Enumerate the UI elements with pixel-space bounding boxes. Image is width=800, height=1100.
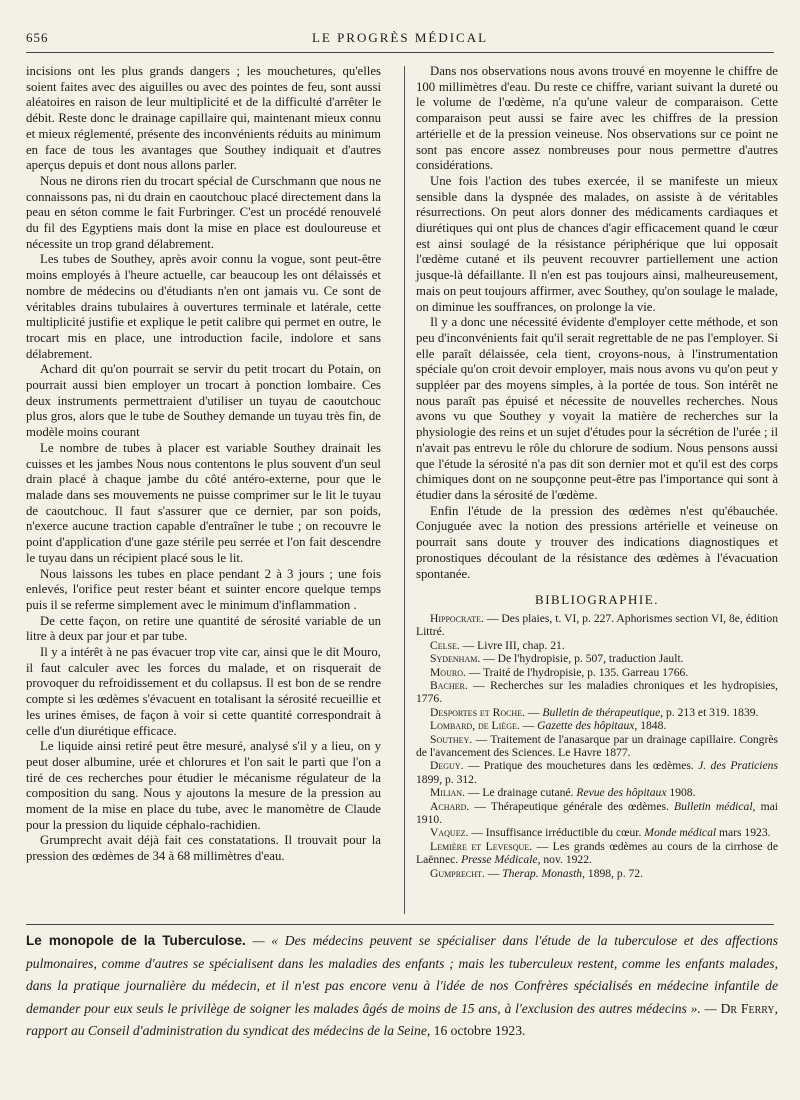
bibliography-title: BIBLIOGRAPHIE. bbox=[535, 592, 659, 608]
bib-details: 1848. bbox=[637, 719, 667, 733]
bibliography-entry bbox=[416, 679, 778, 706]
paragraph: Le nombre de tubes à placer est variable Southey drainait les cuisses et les jambes Nous nous contentons le plus souvent d'un seul drain placé à chaque jambe du côté antéro-externe, pour que le malade dans ses mouvements ne puisse comprimer sur le lit le tuyau de caoutchouc. Il faut s'assurer que ce dernier, par son poids, n'exerce aucune traction capable d'entraîner le tube ; on recouvre le point d'application d'une gaze stérile peu serrée et l'on fait descendre le tuyau dans un récipient placé sous le lit. bbox=[26, 440, 381, 565]
bib-text: — Insuffisance irréductible du cœur. bbox=[468, 826, 645, 840]
bibliography-list bbox=[416, 612, 778, 880]
bib-details: mai 1910. bbox=[416, 799, 778, 826]
bib-text: — bbox=[519, 719, 538, 733]
footer-rule bbox=[26, 924, 774, 925]
bib-text: — Traitement de l'anasarque par un drainage capillaire. Congrès de l'avancement des Sciences. Le Havre 1877. bbox=[416, 732, 778, 759]
bib-author: Lombard, de Liège. bbox=[430, 719, 520, 733]
bib-text: — bbox=[525, 705, 543, 719]
paragraph: Les tubes de Southey, après avoir connu la vogue, sont peut-être moins employés à l'heure actuelle, car beaucoup les ont délaissés et nombre de médecins ou d'étudiants n'en ont jamais vu. Ce sont de véritables drains tubulaires à ouvertures terminale et latérale, cette multiplicité justifie et explique le petit calibre qui permet en outre, le trocart mis en place, une introduction facile, indolore et sans délabrement. bbox=[26, 252, 381, 361]
bib-source: Revue des hôpitaux bbox=[576, 786, 667, 800]
bibliography-entry bbox=[416, 800, 778, 827]
bib-source: J. des Praticiens bbox=[698, 759, 778, 773]
bib-details: mars 1923. bbox=[716, 826, 771, 840]
bib-source: Therap. Monasth, bbox=[502, 866, 586, 880]
bib-source: Gazette des hôpitaux, bbox=[537, 719, 638, 733]
bib-details: 1898, p. 72. bbox=[585, 866, 643, 880]
bibliography-entry bbox=[416, 706, 778, 719]
bibliography-entry bbox=[416, 759, 778, 786]
bib-author: Sydenham. bbox=[430, 652, 481, 666]
quote-heading: Le monopole de la Tuberculose. bbox=[26, 933, 246, 948]
bib-text: — bbox=[484, 866, 503, 880]
bib-text: — Traité de l'hydropisie, p. 135. Garreau 1766. bbox=[465, 665, 689, 679]
paragraph: Il y a intérêt à ne pas évacuer trop vite car, ainsi que le dit Mouro, il faut calculer avec les forces du malade, et on risquerait de provoquer du refroidissement et du collapsus. Il est bon de se rendre compte si les œdèmes s'évacuent en totalisant la sérosité recueillie et les urines émises, de façon à voir si cette quantité correspondrait à celle d'un diurétique efficace. bbox=[26, 645, 381, 738]
bib-author: Mouro. bbox=[430, 665, 466, 679]
bib-author: Southey. bbox=[430, 732, 473, 746]
paragraph: De cette façon, on retire une quantité de sérosité variable de un litre à deux par jour et par tube. bbox=[26, 613, 381, 644]
page-header bbox=[26, 30, 774, 50]
bib-author: Achard. bbox=[430, 799, 470, 813]
bib-source: Bulletin médical, bbox=[674, 799, 756, 813]
bib-details: 1908. bbox=[666, 786, 696, 800]
left-column bbox=[26, 64, 381, 865]
paragraph: Nous laissons les tubes en place pendant 2 à 3 jours ; une fois enlevés, l'orifice peut rester béant et suinter encore quelque temps puis il se referme simplement avec le minimum d'inflammation . bbox=[26, 566, 381, 612]
paragraph: Achard dit qu'on pourrait se servir du petit trocart du Potain, on pourrait aussi bien employer un trocart à ponction lombaire. Ces deux instruments permettraient d'utiliser un tuyau de caoutchouc plus gros, alors que le tube de Southey demande un tuyau très fin, de modèle moins courant bbox=[26, 362, 381, 440]
bib-author: Gumprecht. bbox=[430, 866, 485, 880]
bib-author: Desportes et Roche. bbox=[430, 705, 525, 719]
paragraph: Il y a donc une nécessité évidente d'employer cette méthode, et son peu d'inconvénients fait qu'il serait regrettable de ne pas l'employer. Si elle paraît délaissée, cela tient, croyons-nous, à l'instrumentation spéciale qu'on croit devoir employer, mais nous avons vu qu'on peut y suppléer par des moyens simples, à la portée de tous. Son intérêt ne nous paraît pas épuisé et nécessite de nouvelles recherches. Nous avons vu que Southey y voyait la matière de recherches sur la physiologie des reins et un sujet d'études pour la sécrétion de l'urée ; il n'avait pas entrevu le rôle du chlorure de sodium. Nous pensons aussi que l'étude la sérosité n'a pas dit son dernier mot et qu'il est des corps chimiques dont on ne soupçonne peut-être pas l'importance qui sont à étudier dans la sérosité de l'œdème. bbox=[416, 315, 778, 502]
paragraph: incisions ont les plus grands dangers ; les mouchetures, qu'elles soient faites avec des aiguilles ou avec des pointes de feu, sont aussi aléatoires en raison de leur multiplicité et de la difficulté d'arrêter le débit. Reste donc le drainage capillaire qui, maintenant mieux connu et mieux réglementé, présente des inconvénients réduits au minimum en face de tous les avantages que Southey indiquait et d'autres aperçus depuis et dont nous allons parler. bbox=[26, 64, 381, 173]
right-column bbox=[416, 64, 778, 880]
bibliography-entry bbox=[416, 840, 778, 867]
bib-author: Milian. bbox=[430, 786, 465, 800]
bibliography-entry bbox=[416, 719, 778, 732]
bib-details: p. 213 et 319. 1839. bbox=[663, 705, 759, 719]
bib-author: Hippocrate. bbox=[430, 611, 484, 625]
paragraph: Le liquide ainsi retiré peut être mesuré, analysé s'il y a lieu, on y peut doser albumine, urée et chlorures et l'on sait le parti que l'on a tiré de ces recherches pour étudier le mécanisme régulateur de la composition du sang. Nous y ajoutons la mesure de la pression au moment de la mise en place du tube, avec le manomètre de Claude pour la pression du liquide céphalo-rachidien. bbox=[26, 739, 381, 832]
quote-date: 16 octobre 1923. bbox=[430, 1023, 526, 1038]
quote-author: Dr Ferry, bbox=[720, 1000, 778, 1016]
paragraph: Dans nos observations nous avons trouvé en moyenne le chiffre de 100 millimètres d'eau. Du reste ce chiffre, variant suivant la dureté ou le volume de l'œdème, n'a qu'une valeur de comparaison. Cette comparaison peut aussi se faire avec les chiffres de la pression artérielle et de la pression veineuse. Nos observations sur ce point ne sont pas encore assez nombreuses pour nous permettre d'autres considérations. bbox=[416, 64, 778, 173]
bib-author: Deguy. bbox=[430, 759, 464, 773]
bib-text: — Livre III, chap. 21. bbox=[459, 638, 565, 652]
column-divider bbox=[404, 66, 405, 914]
bib-author: Vaquez. bbox=[430, 826, 469, 840]
paragraph: Grumprecht avait déjà fait ces constatations. Il trouvait pour la pression des œdèmes de 34 à 68 millimètres d'eau. bbox=[26, 833, 381, 864]
bibliography-entry bbox=[416, 867, 778, 880]
bib-text: — Les grands œdèmes au cours de la cirrhose de Laënnec. bbox=[416, 839, 778, 867]
paragraph: Nous ne dirons rien du trocart spécial de Curschmann que nous ne connaissons pas, ni du drain en caoutchouc placé directement dans la peau en séton comme le fait Furbringer. C'est un procédé renouvelé du fil des Egyptiens mais dont la mise en place est douloureuse et nécessite un trop grand délabrement. bbox=[26, 173, 381, 251]
paragraph: Une fois l'action des tubes exercée, il se manifeste un mieux sensible dans la dyspnée des malades, on assiste à de véritables résurrections. On peut alors donner des médicaments cardiaques et diurétiques qui ont plus de chances d'agir efficacement quand le cœur est ainsi soulagé de la résistance périphérique que lui opposait l'œdème cutané et ils peuvent recouvrer partiellement une action jusque-là défaillante. Il n'en est pas toujours ainsi, malheureusement, mais on peut toujours affirmer, avec Southey, qu'on soulage le malade, on diminue les souffrances, on prolonge la vie. bbox=[416, 173, 778, 314]
page-number: 656 bbox=[26, 30, 49, 45]
bib-text: — Le drainage cutané. bbox=[464, 786, 577, 800]
footer-quote bbox=[26, 930, 778, 1043]
quote-dash: — bbox=[245, 933, 272, 948]
bib-source: Presse Médicale, bbox=[461, 853, 541, 867]
bibliography-entry bbox=[416, 639, 778, 652]
bibliography-entry bbox=[416, 733, 778, 760]
bib-details: nov. 1922. bbox=[540, 853, 592, 867]
bibliography-entry bbox=[416, 612, 778, 639]
bib-details: 1899, p. 312. bbox=[416, 772, 477, 786]
bib-author: Celse. bbox=[430, 638, 460, 652]
journal-title: LE PROGRÈS MÉDICAL bbox=[311, 30, 489, 45]
bib-source: Bulletin de thérapeutique, bbox=[542, 705, 664, 719]
bibliography-entry bbox=[416, 652, 778, 665]
bib-text: — Thérapeutique générale des œdèmes. bbox=[469, 799, 675, 813]
quote-body: « Des médecins peuvent se spécialiser dans l'étude de la tuberculose et des affections pulmonaires, comme d'autres se spécialisent dans les maladies des enfants ; mais les tuberculeux restent, comme les enfants malades, dans la pratique journalière du médecin, et il n'est pas encore venu à l'idée de nos Confrères spécialisés en médecine infantile de demander pour eux seuls le privilège de soigner les malades âgés de moins de 15 ans, à l'exclusion des autres médecins ». — bbox=[26, 933, 778, 1016]
bib-author: Lemière et Levesque. bbox=[430, 839, 533, 853]
bib-text: — De l'hydropisie, p. 507, traduction Jault. bbox=[480, 652, 684, 666]
bib-author: Bacher. bbox=[430, 678, 468, 692]
bibliography-entry bbox=[416, 666, 778, 679]
bib-text: — Des plaies, t. VI, p. 227. Aphorismes section VI, 8e, édition Littré. bbox=[416, 611, 778, 639]
bibliography-entry bbox=[416, 826, 778, 839]
bib-source: Monde médical bbox=[644, 826, 717, 840]
bib-text: — Recherches sur les maladies chroniques et les hydropisies, 1776. bbox=[416, 678, 778, 706]
header-rule bbox=[26, 52, 774, 53]
bib-text: — Pratique des mouchetures dans les œdèmes. bbox=[463, 759, 699, 773]
quote-source: rapport au Conseil d'administration du syndicat des médecins de la Seine, bbox=[26, 1023, 431, 1038]
bibliography-entry bbox=[416, 786, 778, 799]
paragraph: Enfin l'étude de la pression des œdèmes n'est qu'ébauchée. Conjuguée avec la notion des pressions artérielle et veineuse on pourrait sans doute y trouver des indications diagnostiques et pronostiques découlant de la résistance des œdèmes à l'évacuation spontanée. bbox=[416, 503, 778, 581]
